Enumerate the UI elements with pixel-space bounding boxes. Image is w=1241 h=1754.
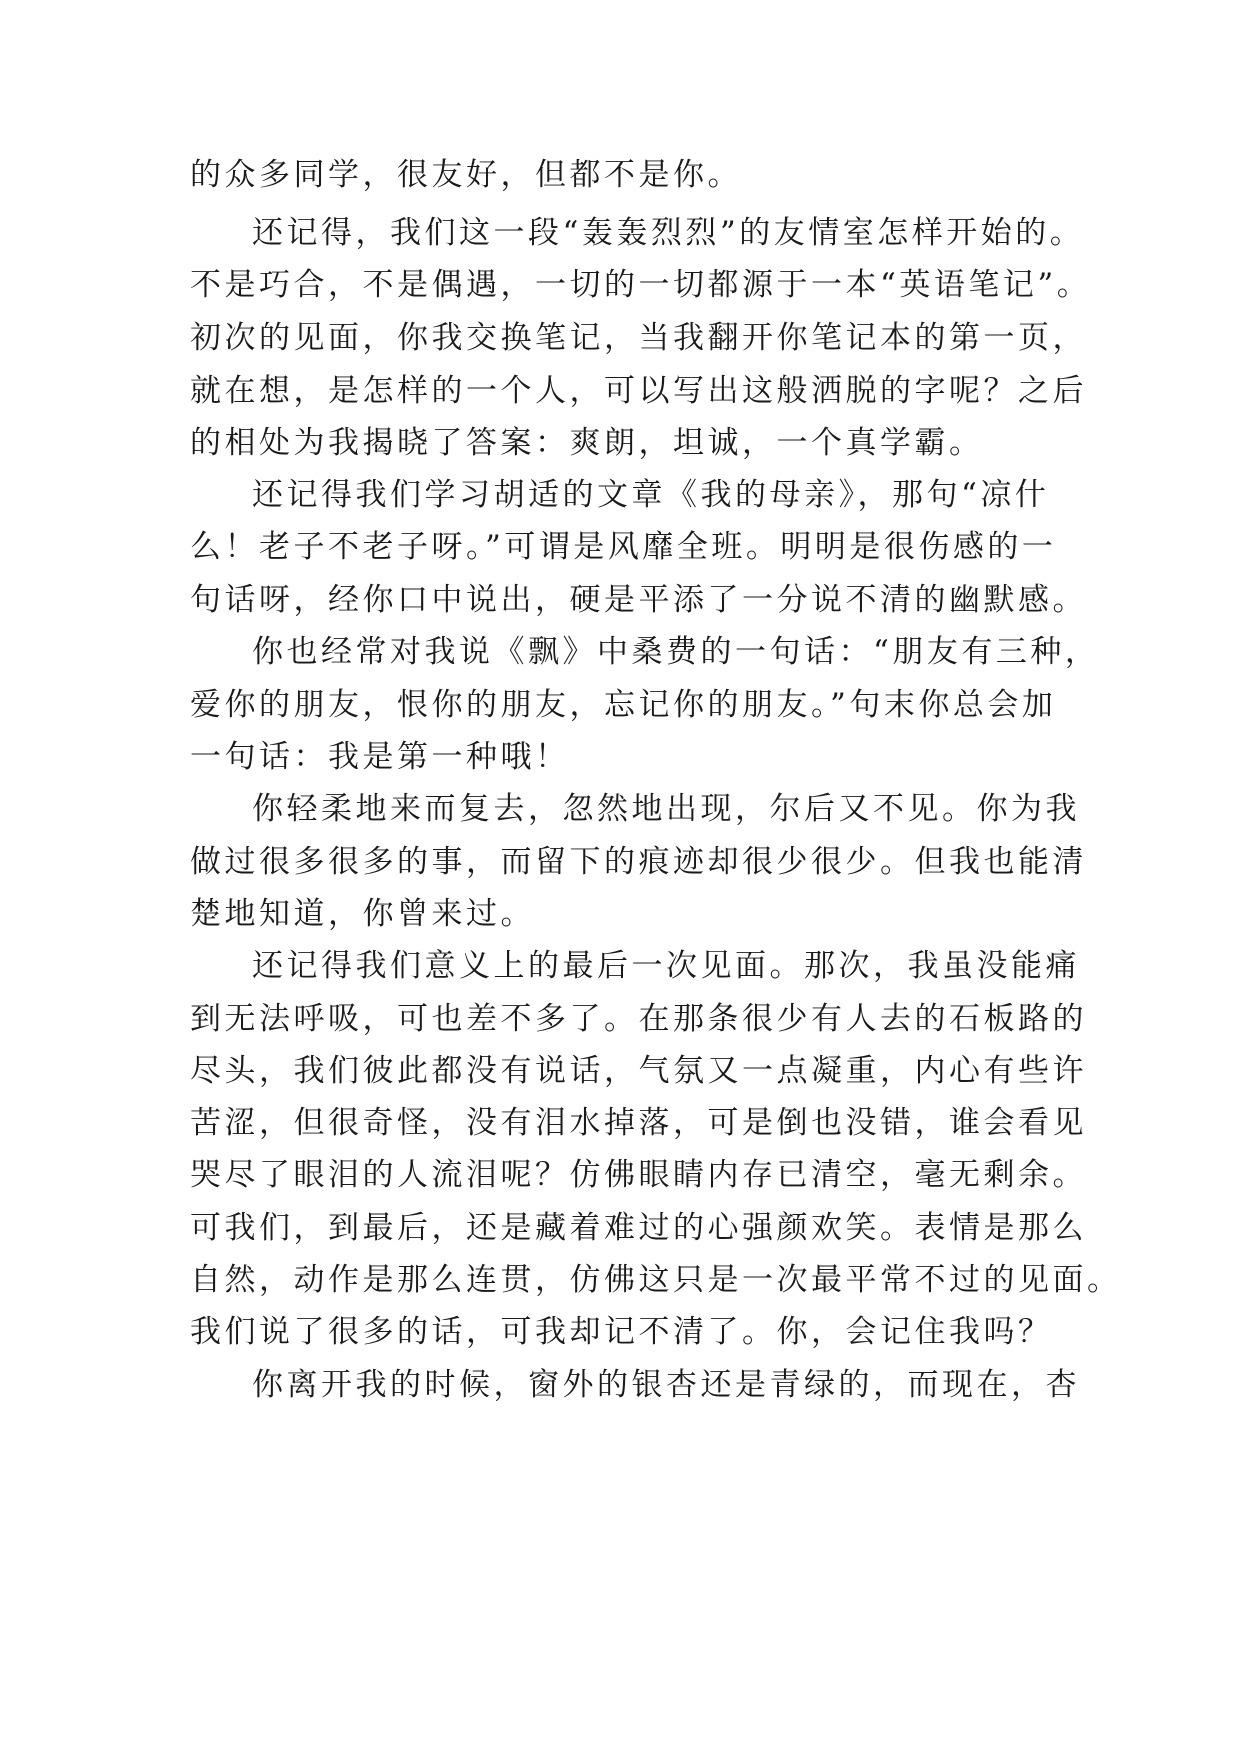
text-line: 的相处为我揭晓了答案：爽朗，坦诚，一个真学霸。 <box>190 425 984 461</box>
text-line: 的众多同学，很友好，但都不是你。 <box>190 157 742 193</box>
text-line: 你轻柔地来而复去，忽然地出现，尔后又不见。你为我 <box>252 791 1080 827</box>
text-line: 就在想，是怎样的一个人，可以写出这般洒脱的字呢？之后 <box>190 373 1087 409</box>
text-line: 到无法呼吸，可也差不多了。在那条很少有人去的石板路的 <box>190 1001 1087 1037</box>
text-line: 爱你的朋友，恨你的朋友，忘记你的朋友。”句末你总会加 <box>190 687 1057 723</box>
text-line: 做过很多很多的事，而留下的痕迹却很少很少。但我也能清 <box>190 844 1087 880</box>
text-line: 还记得我们学习胡适的文章《我的母亲》，那句“凉什 <box>252 477 1050 513</box>
text-line: 自然，动作是那么连贯，仿佛这只是一次最平常不过的见面。 <box>190 1262 1122 1298</box>
text-line: 么！老子不老子呀。”可谓是风靡全班。明明是很伤感的一 <box>190 529 1057 565</box>
text-line: 还记得我们意义上的最后一次见面。那次，我虽没能痛 <box>252 948 1080 984</box>
text-line: 可我们，到最后，还是藏着难过的心强颜欢笑。表情是那么 <box>190 1210 1087 1246</box>
text-line: 不是巧合，不是偶遇，一切的一切都源于一本“英语笔记”。 <box>190 267 1092 303</box>
text-line: 我们说了很多的话，可我却记不清了。你，会记住我吗？ <box>190 1314 1053 1350</box>
text-line: 你离开我的时候，窗外的银杏还是青绿的，而现在，杏 <box>252 1367 1080 1403</box>
text-line: 尽头，我们彼此都没有说话，气氛又一点凝重，内心有些许 <box>190 1053 1087 1089</box>
text-line: 初次的见面，你我交换笔记，当我翻开你笔记本的第一页， <box>190 320 1087 356</box>
text-line: 一句话：我是第一种哦！ <box>190 739 570 775</box>
text-line: 句话呀，经你口中说出，硬是平添了一分说不清的幽默感。 <box>190 582 1087 618</box>
text-line: 苦涩，但很奇怪，没有泪水掉落，可是倒也没错，谁会看见 <box>190 1105 1087 1141</box>
text-line: 你也经常对我说《飘》中桑费的一句话：“朋友有三种， <box>252 634 1100 670</box>
text-line: 还记得，我们这一段“轰轰烈烈”的友情室怎样开始的。 <box>252 215 1085 251</box>
text-line: 楚地知道，你曾来过。 <box>190 896 535 932</box>
text-line: 哭尽了眼泪的人流泪呢？仿佛眼睛内存已清空，毫无剩余。 <box>190 1157 1087 1193</box>
